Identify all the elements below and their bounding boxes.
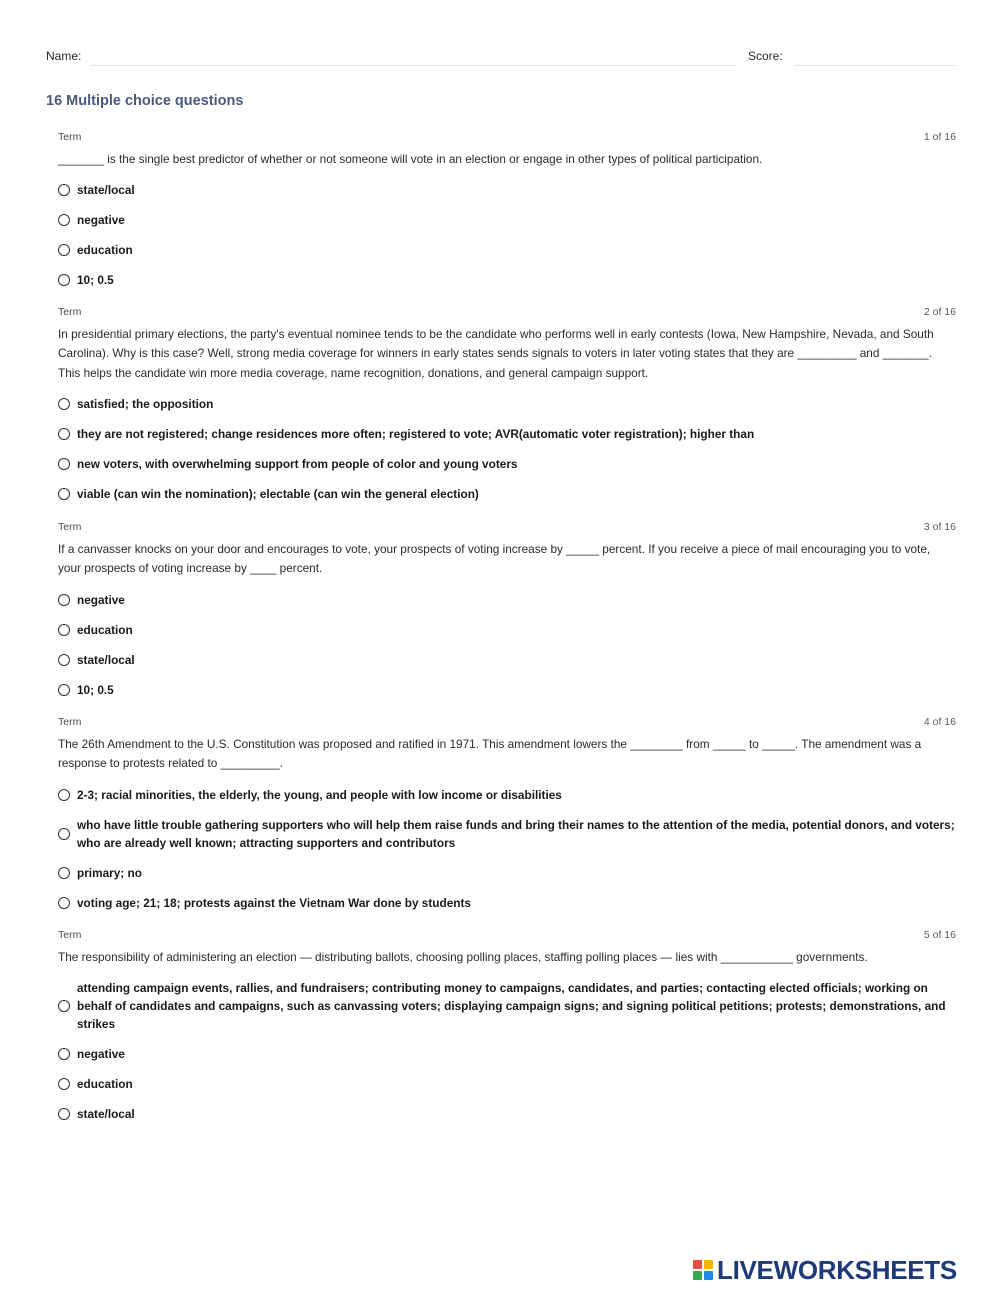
answer-option[interactable] xyxy=(58,485,956,503)
radio-button[interactable] xyxy=(58,1108,70,1120)
answer-option[interactable] xyxy=(58,1045,956,1063)
answer-option-label: education xyxy=(77,243,133,258)
answer-option[interactable] xyxy=(58,271,956,289)
answer-options xyxy=(58,786,956,912)
question-card xyxy=(58,929,956,1123)
answer-option[interactable] xyxy=(58,425,956,443)
question-card xyxy=(58,521,956,699)
logo-tile xyxy=(693,1260,702,1269)
question-prompt: If a canvasser knocks on your door and encourages to vote, your prospects of voting increase by _____ percent. If you receive a piece of mail encouraging you to vote, your prospects of voting increase by ____ percent. xyxy=(58,542,931,576)
question-card xyxy=(58,306,956,503)
term-label: Term xyxy=(58,521,82,533)
radio-button[interactable] xyxy=(58,1000,70,1012)
answer-option[interactable] xyxy=(58,979,956,1033)
student-info-header xyxy=(46,48,956,68)
radio-button[interactable] xyxy=(58,624,70,636)
answer-option-label: negative xyxy=(77,592,125,607)
answer-options xyxy=(58,591,956,699)
question-prompt: The responsibility of administering an election — distributing ballots, choosing polling places, staffing polling places — lies with ___________ governments. xyxy=(58,950,868,964)
term-label: Term xyxy=(58,929,82,941)
answer-option[interactable] xyxy=(58,395,956,413)
logo-tile xyxy=(704,1260,713,1269)
answer-option[interactable] xyxy=(58,455,956,473)
answer-option-label: education xyxy=(77,1077,133,1092)
question-counter: 2 of 16 xyxy=(923,306,956,318)
radio-button[interactable] xyxy=(58,428,70,440)
answer-option[interactable] xyxy=(58,591,956,609)
answer-option-label: negative xyxy=(77,1047,125,1062)
answer-options xyxy=(58,395,956,503)
answer-option-label: state/local xyxy=(77,183,135,198)
term-label: Term xyxy=(58,131,82,143)
answer-option[interactable] xyxy=(58,651,956,669)
answer-option-label: they are not registered; change residences more often; registered to vote; AVR(automatic voter registration); higher than xyxy=(77,426,755,441)
name-field[interactable] xyxy=(90,65,735,66)
answer-option-label: new voters, with overwhelming support from people of color and young voters xyxy=(77,456,518,471)
logo-wordmark: LIVEWORKSHEETS xyxy=(717,1254,957,1285)
radio-button[interactable] xyxy=(58,594,70,606)
answer-option-label: viable (can win the nomination); electable (can win the general election) xyxy=(77,486,479,501)
radio-button[interactable] xyxy=(58,214,70,226)
question-prompt: In presidential primary elections, the party's eventual nominee tends to be the candidate who performs well in early contests (Iowa, New Hampshire, Nevada, and South Carolina). Why is this case? Well, strong media coverage for winners in early states sends signals to voters in later voting states that they are _________ and _______. This helps the candidate win more media coverage, name recognition, donations, and general campaign support. xyxy=(58,327,934,380)
answer-option[interactable] xyxy=(58,681,956,699)
answer-option-label: who have little trouble gathering supporters who will help them raise funds and bring their names to the attention of the media, potential donors, and voters; who are already well known; attracting supporters and contributors xyxy=(77,817,955,850)
answer-option-label: state/local xyxy=(77,652,135,667)
answer-option-label: 10; 0.5 xyxy=(77,682,114,697)
name-label: Name: xyxy=(46,49,82,63)
question-card xyxy=(58,716,956,912)
answer-option[interactable] xyxy=(58,241,956,259)
answer-option-label: negative xyxy=(77,213,125,228)
answer-option[interactable] xyxy=(58,1105,956,1123)
answer-option-label: education xyxy=(77,622,133,637)
question-counter: 3 of 16 xyxy=(923,521,956,533)
answer-option-label: primary; no xyxy=(77,865,142,880)
answer-option[interactable] xyxy=(58,786,956,804)
logo-tile xyxy=(693,1271,702,1280)
answer-option[interactable] xyxy=(58,621,956,639)
answer-option[interactable] xyxy=(58,894,956,912)
question-counter: 4 of 16 xyxy=(923,716,956,728)
radio-button[interactable] xyxy=(58,398,70,410)
radio-button[interactable] xyxy=(58,1048,70,1060)
radio-button[interactable] xyxy=(58,1078,70,1090)
answer-options xyxy=(58,181,956,289)
score-field[interactable] xyxy=(794,65,956,66)
radio-button[interactable] xyxy=(58,488,70,500)
radio-button[interactable] xyxy=(58,244,70,256)
question-counter: 5 of 16 xyxy=(923,929,956,941)
answer-option[interactable] xyxy=(58,816,956,852)
term-label: Term xyxy=(58,716,82,728)
answer-option[interactable] xyxy=(58,864,956,882)
score-label: Score: xyxy=(748,49,783,63)
question-prompt: _______ is the single best predictor of whether or not someone will vote in an election or engage in other types of political participation. xyxy=(58,152,763,166)
answer-option-label: attending campaign events, rallies, and fundraisers; contributing money to campaigns, candidates, and parties; contacting elected officials; working on behalf of candidates and campaigns, such as canvassing voters; displaying campaign signs; and signing political petitions; protests; demonstrations, and strikes xyxy=(77,981,946,1032)
radio-button[interactable] xyxy=(58,274,70,286)
section-title: 16 Multiple choice questions xyxy=(46,93,244,109)
logo-tile xyxy=(704,1271,713,1280)
answer-options xyxy=(58,979,956,1123)
term-label: Term xyxy=(58,306,82,318)
radio-button[interactable] xyxy=(58,684,70,696)
question-prompt: The 26th Amendment to the U.S. Constitution was proposed and ratified in 1971. This amendment lowers the ________ from _____ to _____. The amendment was a response to protests related to _________. xyxy=(58,737,922,771)
radio-button[interactable] xyxy=(58,897,70,909)
question-counter: 1 of 16 xyxy=(923,131,956,143)
live-tiles-icon xyxy=(693,1260,713,1280)
answer-option[interactable] xyxy=(58,1075,956,1093)
radio-button[interactable] xyxy=(58,789,70,801)
answer-option[interactable] xyxy=(58,211,956,229)
radio-button[interactable] xyxy=(58,184,70,196)
radio-button[interactable] xyxy=(58,828,70,840)
answer-option-label: voting age; 21; 18; protests against the Vietnam War done by students xyxy=(77,895,471,910)
radio-button[interactable] xyxy=(58,654,70,666)
radio-button[interactable] xyxy=(58,458,70,470)
radio-button[interactable] xyxy=(58,867,70,879)
liveworksheets-logo xyxy=(693,1256,957,1284)
answer-option-label: state/local xyxy=(77,1107,135,1122)
answer-option[interactable] xyxy=(58,181,956,199)
answer-option-label: 10; 0.5 xyxy=(77,273,114,288)
answer-option-label: 2-3; racial minorities, the elderly, the young, and people with low income or disabilities xyxy=(77,787,562,802)
answer-option-label: satisfied; the opposition xyxy=(77,396,214,411)
question-card xyxy=(58,131,956,289)
